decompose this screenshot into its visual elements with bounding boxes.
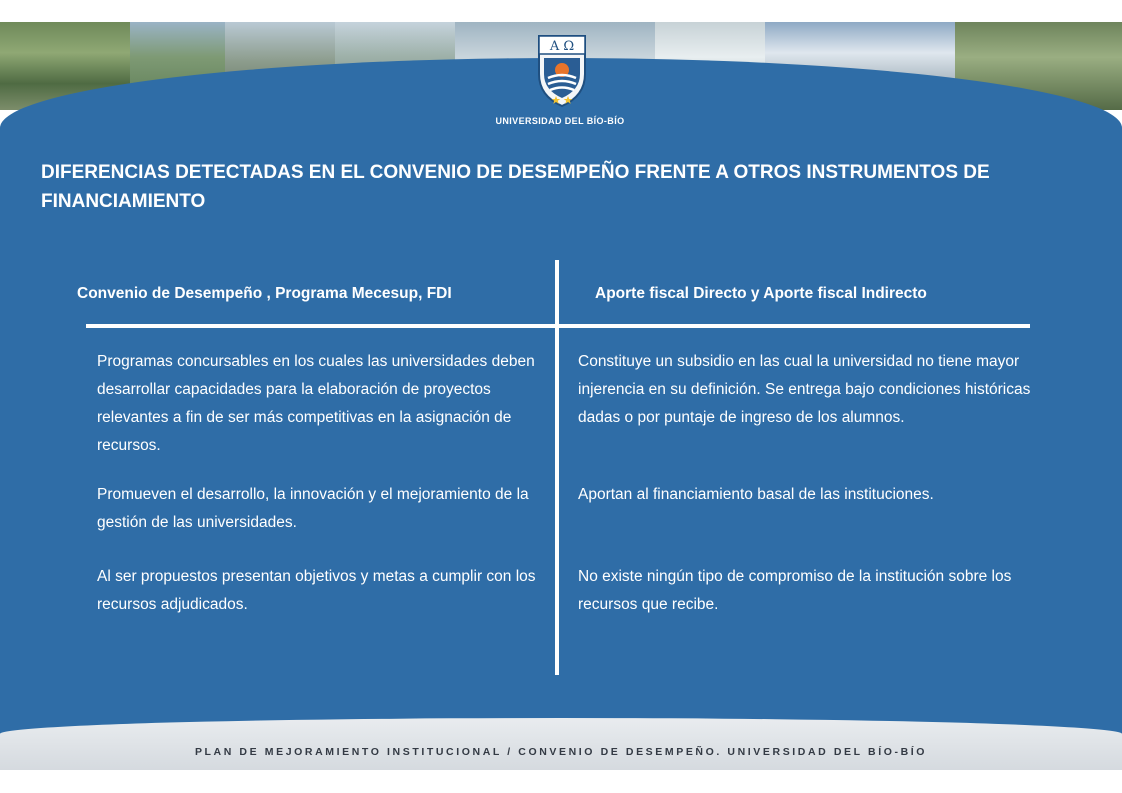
footer-band [0,718,1122,770]
left-paragraph-3: Al ser propuestos presentan objetivos y metas a cumplir con los recursos adjudicados. [97,568,536,613]
page-title: DIFERENCIAS DETECTADAS EN EL CONVENIO DE DESEMPEÑO FRENTE A OTROS INSTRUMENTOS DE FINANCIAMIENTO [41,162,990,212]
column-heading-right: Aporte fiscal Directo y Aporte fiscal Indirecto [595,285,927,302]
svg-text:A Ω: A Ω [549,39,575,54]
right-paragraph-3: No existe ningún tipo de compromiso de la institución sobre los recursos que recibe. [578,568,1012,613]
left-paragraph-1: Programas concursables en los cuales las universidades deben desarrollar capacidades para la elaboración de proyectos relevantes a fin de ser más competitivas en la asignación de recursos. [97,353,535,454]
vertical-divider [555,260,559,675]
university-crest-icon [536,30,588,108]
university-name: UNIVERSIDAD DEL BÍO-BÍO [495,116,625,126]
right-paragraph-1: Constituye un subsidio en las cual la universidad no tiene mayor injerencia en su definición. Se entrega bajo condiciones históricas dadas o por puntaje de ingreso de los alumnos. [578,353,1031,426]
right-paragraph-2: Aportan al financiamiento basal de las instituciones. [578,486,934,503]
footer-text: PLAN DE MEJORAMIENTO INSTITUCIONAL / CONVENIO DE DESEMPEÑO. UNIVERSIDAD DEL BÍO-BÍO [194,746,928,758]
column-heading-left: Convenio de Desempeño , Programa Mecesup, FDI [77,285,452,302]
left-paragraph-2: Promueven el desarrollo, la innovación y el mejoramiento de la gestión de las universidades. [97,486,529,531]
